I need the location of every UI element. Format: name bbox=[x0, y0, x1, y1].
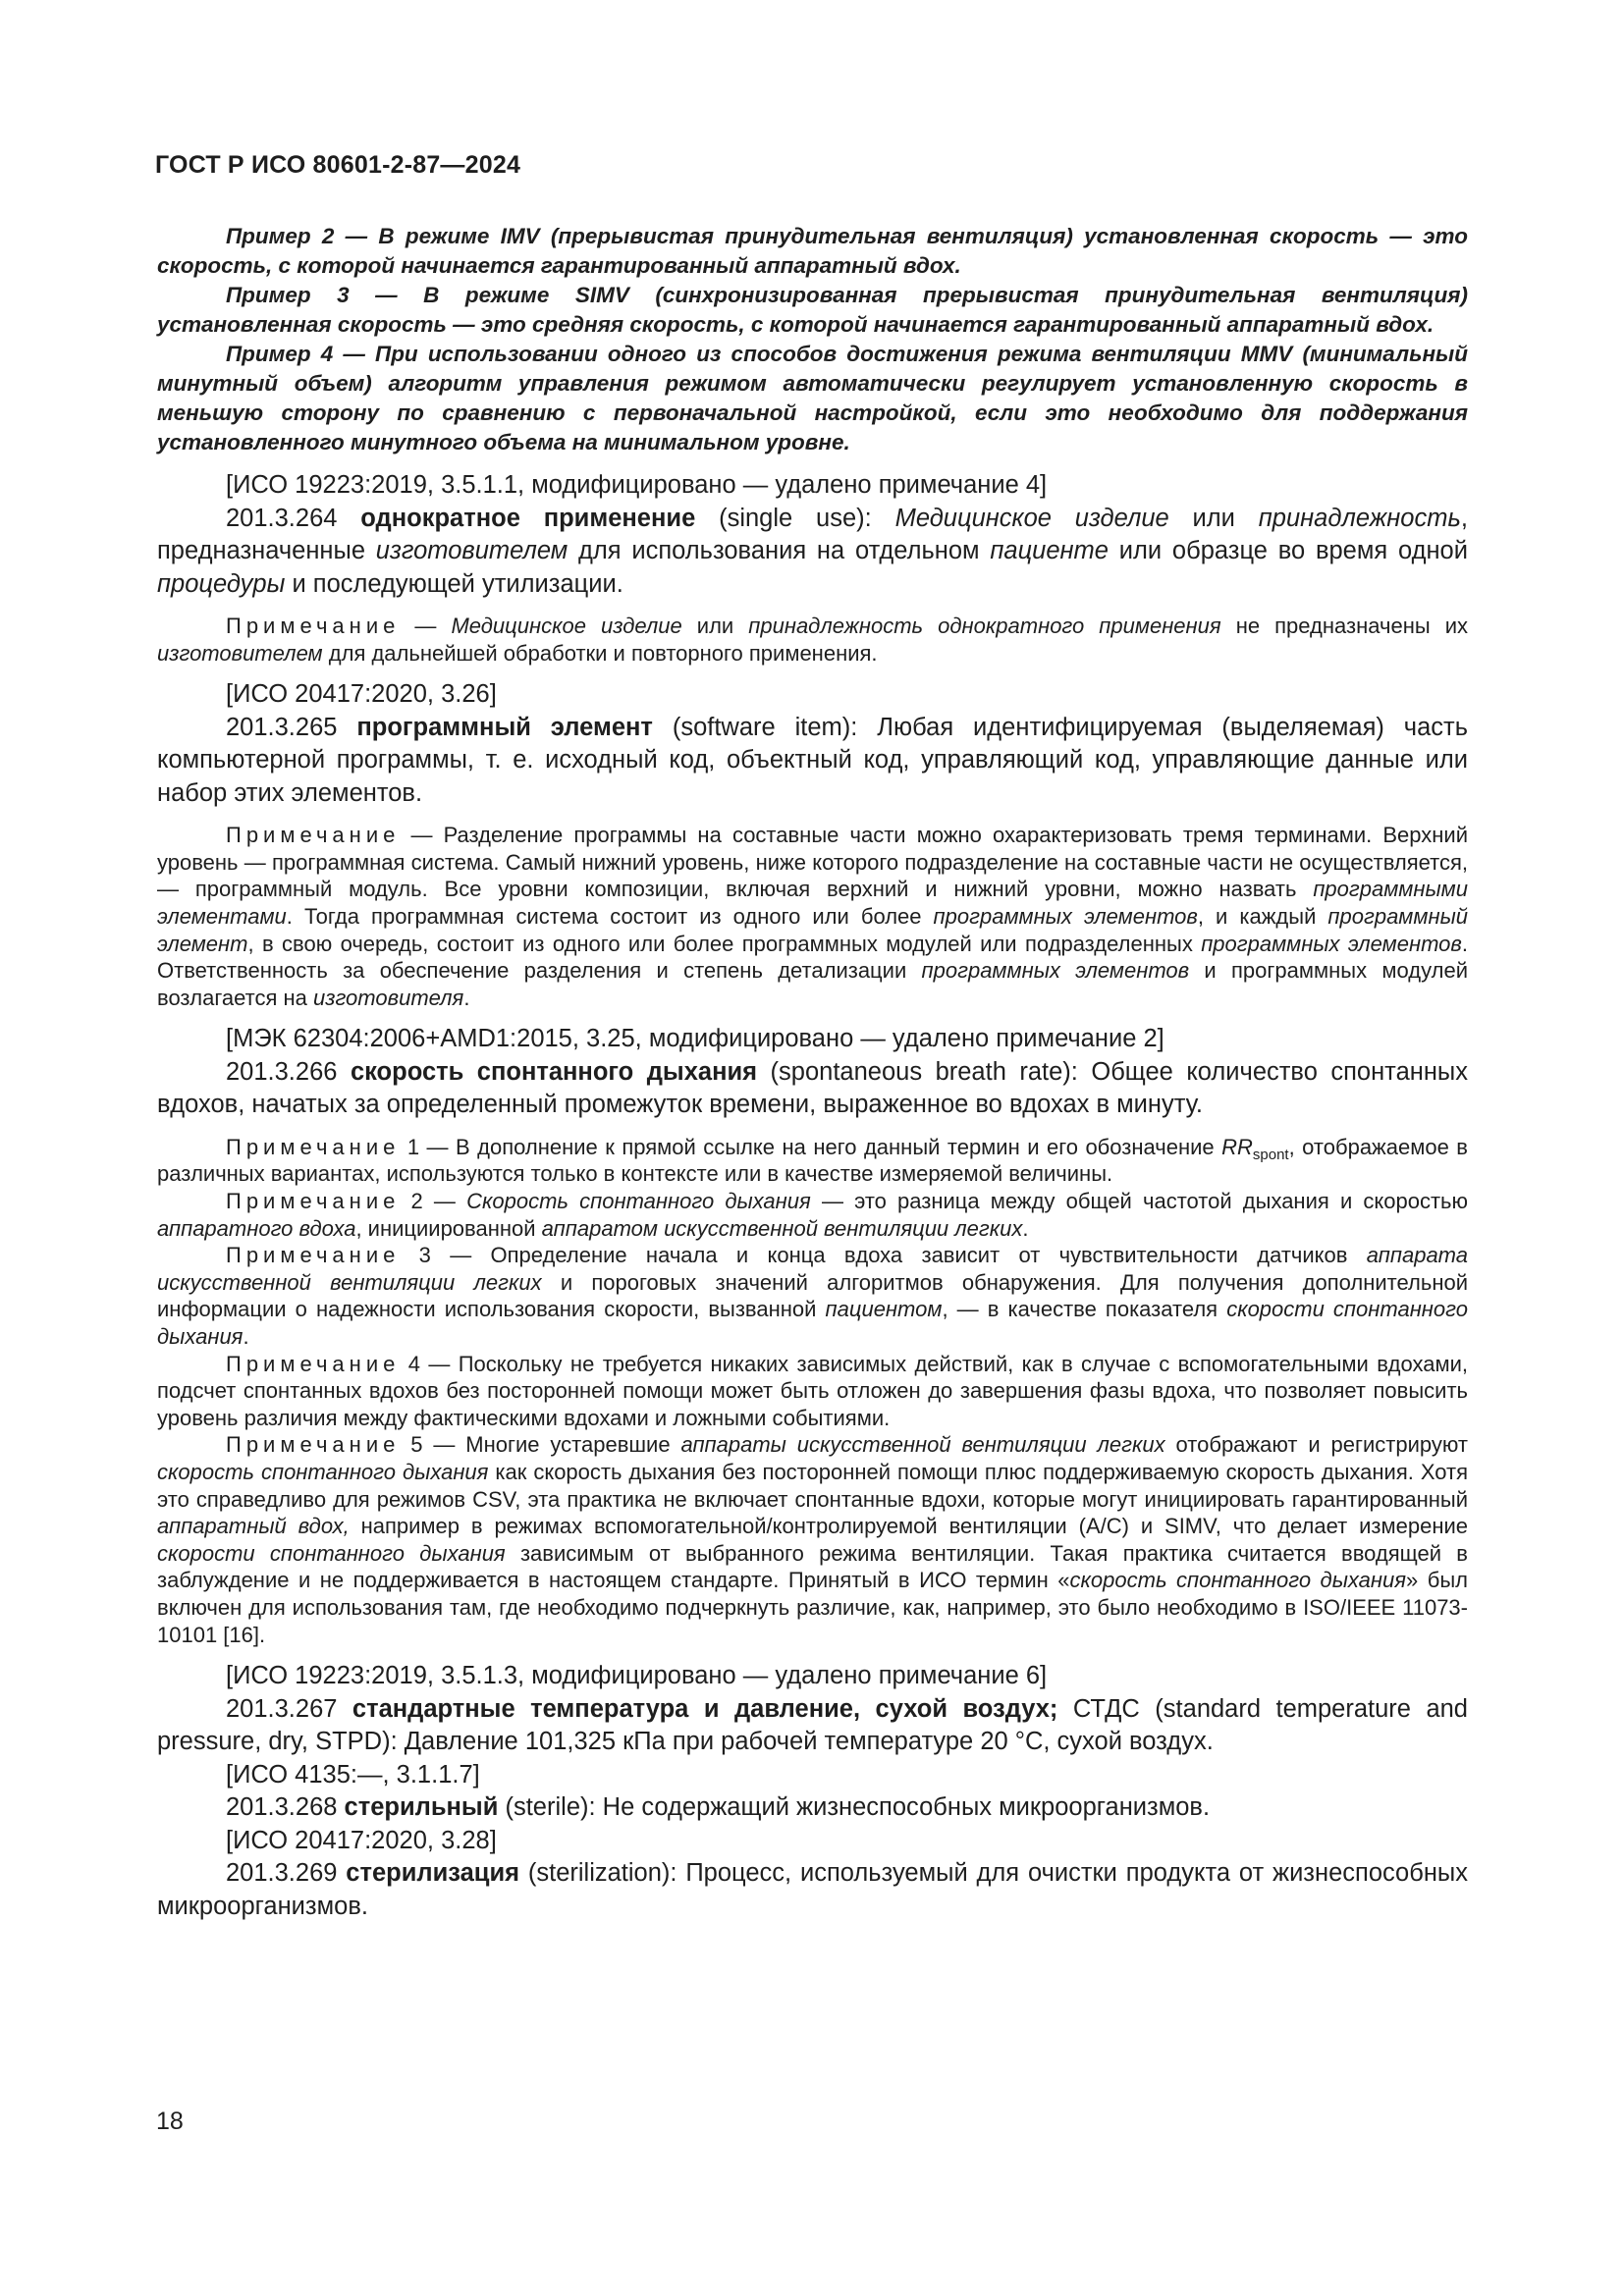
reference-paragraph: [ИСО 20417:2020, 3.26] bbox=[226, 680, 497, 709]
term-english: (sterile): bbox=[505, 1793, 596, 1822]
page-header: ГОСТ Р ИСО 80601-2-87—2024 bbox=[155, 151, 521, 179]
note-label: Примечание bbox=[226, 823, 401, 848]
note-number: 5 bbox=[410, 1432, 423, 1458]
note-text: — Скорость спонтанного дыхания — это разница между общей частотой дыхания и скоростью аппаратного вдоха, инициированной аппаратом искусственной вентиляции легких. bbox=[157, 1189, 1469, 1241]
page-number: 18 bbox=[156, 2108, 184, 2135]
example-2: Пример 2 — В режиме IMV (прерывистая принудительная вентиляция) установленная скорость — это скорость, с которой начинается гарантированный аппаратный вдох. bbox=[157, 224, 1468, 278]
term-definition: Любая идентифицируемая (выделяемая) часть компьютерной программы, т. е. исходный код, объектный код, управляющий код, управляющие данные или набор этих элементов. bbox=[157, 713, 1468, 807]
term-definition: Не содержащий жизнеспособных микроорганизмов. bbox=[595, 1793, 1211, 1822]
note-label: Примечание bbox=[226, 1243, 401, 1268]
note-text: — Многие устаревшие аппараты искусственной вентиляции легких отображают и регистрируют скорость спонтанного дыхания как скорость дыхания без посторонней помощи плюс поддерживаемую скорость дыхания. Хотя это справедливо для режимов CSV, эта практика не включает спонтанные вдохи, которые могут инициировать гарантированный аппаратный вдох, например в режимах вспомогательной/контролируемой вентиляции (A/C) и SIMV, что делает измерение скорости спонтанного дыхания зависимым от выбранного режима вентиляции. Такая практика считается вводящей в заблуждение и не поддерживается в настоящем стандарте. Принятый в ИСО термин «скорость спонтанного дыхания» был включен для использования там, где необходимо подчеркнуть различие, как, например, это было необходимо в ISO/IEEE 11073-10101 [16]. bbox=[157, 1432, 1468, 1647]
note-4-paragraph bbox=[157, 1351, 1468, 1432]
note-text: — В дополнение к прямой ссылке на него данный термин и его обозначение $RR_{spont}$, отображаемое в различных вариантах, используются только в контексте или в качестве измеряемой величины. bbox=[157, 1134, 1468, 1187]
note-text: — Разделение программы на составные части можно охарактеризовать тремя терминами. Верхний уровень — программная система. Самый нижний уровень, ниже которого подразделение на составные части не осуществляется, — программный модуль. Все уровни композиции, включая верхний и нижний уровни, можно назвать программными элементами. Тогда программная система состоит из одного или более программных элементов, и каждый программный элемент, в свою очередь, состоит из одного или более программных модулей или подразделенных программных элементов. Ответственность за обеспечение разделения и степень детализации программных элементов и программных модулей возлагается на изготовителя. bbox=[157, 823, 1468, 1010]
term-definition: Медицинское изделие или принадлежность, предназначенные изготовителем для использования на отдельном пациенте или образце во время одной процедуры и последующей утилизации. bbox=[157, 504, 1468, 598]
term-number: 201.3.265 bbox=[226, 713, 338, 741]
note-3-paragraph bbox=[157, 1242, 1468, 1350]
note-number: 1 bbox=[406, 1134, 420, 1159]
term-name: стерилизация bbox=[346, 1859, 520, 1888]
term-entry-264 bbox=[157, 503, 1468, 602]
note-label: Примечание bbox=[226, 1189, 401, 1214]
term-entry-268 bbox=[157, 1791, 1468, 1825]
note-text: — Медицинское изделие или принадлежность однократного применения не предназначены их изготовителем для дальнейшей обработки и повторного применения. bbox=[157, 614, 1468, 666]
note-text: — Определение начала и конца вдоха зависит от чувствительности датчиков аппарата искусственной вентиляции легких и пороговых значений алгоритмов обнаружения. Для получения дополнительной информации о надежности использования скорости, вызванной пациентом, — в качестве показателя скорости спонтанного дыхания. bbox=[157, 1243, 1468, 1349]
term-english: (single use): bbox=[719, 504, 872, 532]
note-label: Примечание bbox=[226, 1432, 401, 1458]
note-paragraph bbox=[157, 613, 1468, 667]
example-3: Пример 3 — В режиме SIMV (синхронизированная прерывистая принудительная вентиляция) установленная скорость — это средняя скорость, с которой начинается гарантированный аппаратный вдох. bbox=[157, 283, 1468, 337]
term-english: (spontaneous breath rate): bbox=[770, 1057, 1078, 1086]
note-label: Примечание bbox=[226, 614, 401, 638]
reference-paragraph: [ИСО 20417:2020, 3.28] bbox=[226, 1826, 497, 1854]
note-text: — Поскольку не требуется никаких зависимых действий, как в случае с вспомогательными вдохами, подсчет спонтанных вдохов без посторонней помощи может быть отложен до завершения фазы вдоха, что позволяет повысить уровень различия между фактическими вдохами и ложными событиями. bbox=[157, 1351, 1468, 1430]
term-english: СТДС (standard temperature and pressure, dry, STPD): bbox=[157, 1694, 1468, 1756]
term-number: 201.3.269 bbox=[226, 1859, 338, 1888]
page-content bbox=[157, 222, 1468, 1923]
term-definition: Давление 101,325 кПа при рабочей температуре 20 °C, сухой воздух. bbox=[397, 1728, 1214, 1756]
term-definition: Процесс, используемый для очистки продукта от жизнеспособных микроорганизмов. bbox=[157, 1859, 1468, 1920]
term-name: стерильный bbox=[344, 1793, 499, 1822]
term-name: стандартные температура и давление, сухой воздух; bbox=[352, 1694, 1058, 1723]
note-5-paragraph bbox=[157, 1431, 1468, 1648]
term-number: 201.3.268 bbox=[226, 1793, 338, 1822]
note-paragraph bbox=[157, 822, 1468, 1011]
reference-paragraph: [ИСО 19223:2019, 3.5.1.1, модифицировано — удалено примечание 4] bbox=[226, 471, 1048, 499]
note-number: 2 bbox=[410, 1189, 423, 1214]
term-english: (software item): bbox=[672, 713, 858, 741]
note-label: Примечание bbox=[226, 1134, 401, 1159]
term-entry-265 bbox=[157, 712, 1468, 811]
term-name: однократное применение bbox=[360, 504, 696, 532]
note-number: 3 bbox=[418, 1243, 431, 1268]
note-1-paragraph bbox=[157, 1134, 1468, 1188]
term-entry-267 bbox=[157, 1693, 1468, 1759]
term-name: скорость спонтанного дыхания bbox=[350, 1057, 758, 1086]
term-number: 201.3.264 bbox=[226, 504, 338, 532]
term-entry-269 bbox=[157, 1857, 1468, 1923]
reference-paragraph: [ИСО 4135:—, 3.1.1.7] bbox=[226, 1760, 480, 1789]
example-4: Пример 4 — При использовании одного из способов достижения режима вентиляции MMV (минимальный минутный объем) алгоритм управления режимом автоматически регулирует установленную скорость в меньшую сторону по сравнению с первоначальной настройкой, если это необходимо для поддержания установленного минутного объема на минимальном уровне. bbox=[157, 342, 1468, 454]
reference-paragraph: [ИСО 19223:2019, 3.5.1.3, модифицировано — удалено примечание 6] bbox=[226, 1662, 1048, 1690]
reference-paragraph: [МЭК 62304:2006+AMD1:2015, 3.25, модифицировано — удалено примечание 2] bbox=[226, 1025, 1164, 1053]
note-number: 4 bbox=[407, 1351, 420, 1376]
term-english: (sterilization): bbox=[527, 1859, 677, 1888]
term-definition: Общее количество спонтанных вдохов, начатых за определенный промежуток времени, выраженное во вдохах в минуту. bbox=[157, 1057, 1469, 1119]
term-number: 201.3.266 bbox=[226, 1057, 338, 1086]
term-name: программный элемент bbox=[356, 713, 653, 741]
note-2-paragraph bbox=[157, 1188, 1468, 1242]
term-entry-266 bbox=[157, 1056, 1468, 1122]
term-number: 201.3.267 bbox=[226, 1694, 338, 1723]
note-label: Примечание bbox=[226, 1351, 401, 1376]
